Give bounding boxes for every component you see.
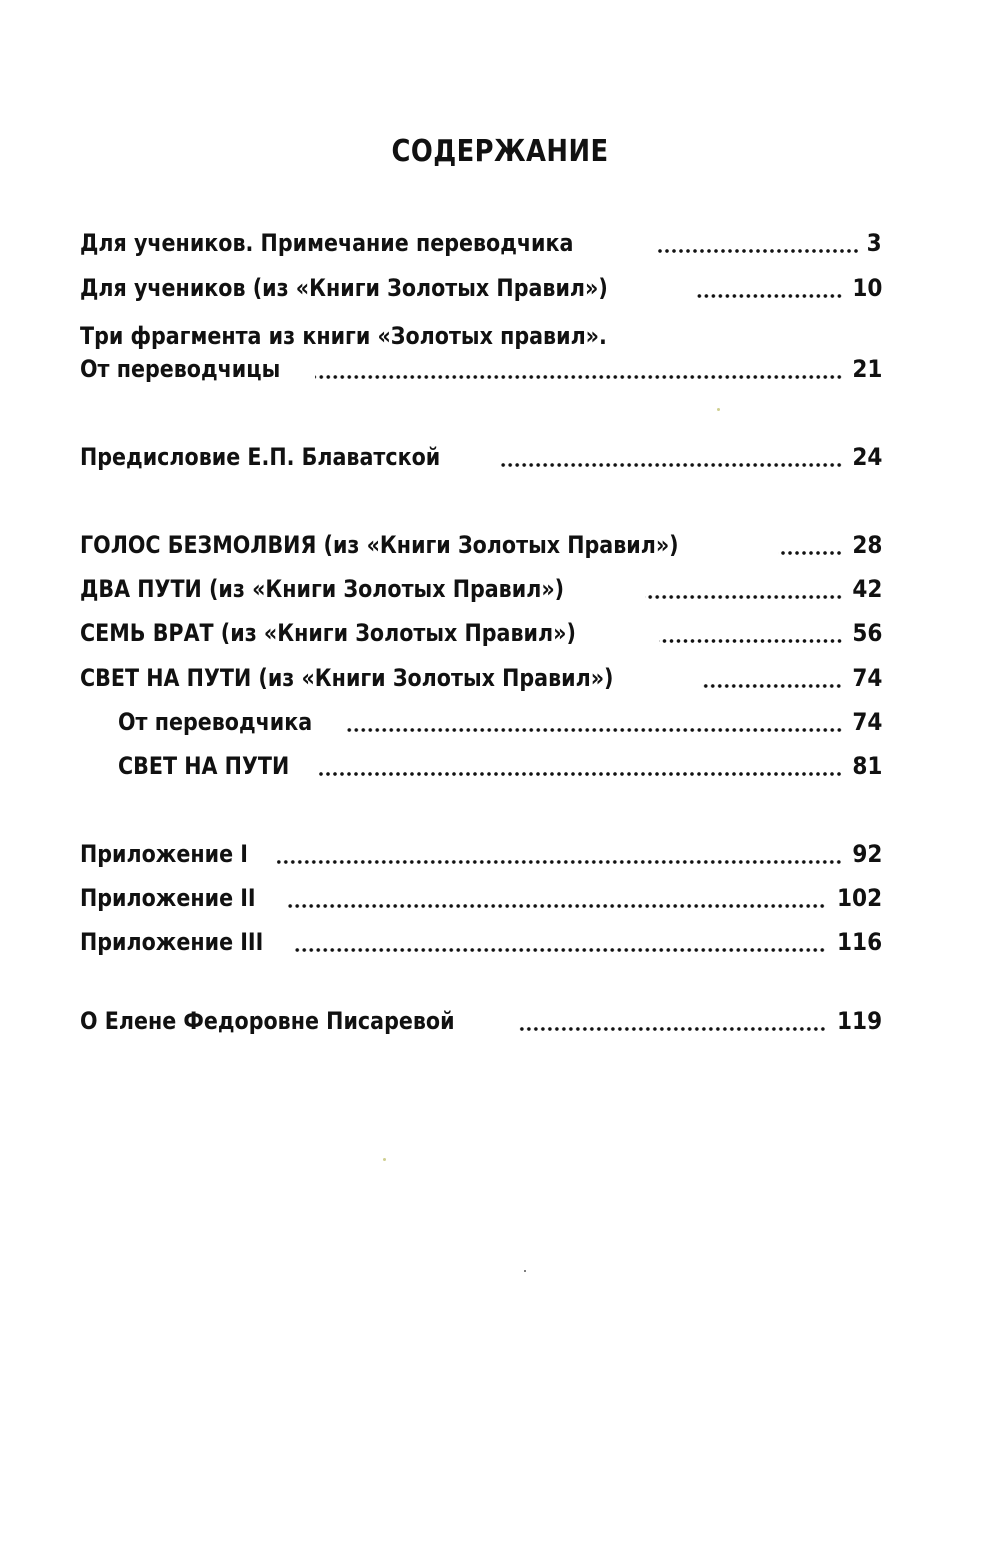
toc-entry[interactable] [80, 226, 882, 260]
dot-leader [702, 683, 842, 689]
toc-entry-page: 24 [851, 443, 882, 471]
toc-entry-page: 81 [851, 752, 882, 780]
toc-entry-page: 10 [851, 274, 882, 302]
toc-entry-page: 56 [851, 619, 882, 647]
toc-entry[interactable] [80, 271, 882, 305]
toc-entry-page: 21 [851, 355, 882, 383]
dot-leader [501, 462, 843, 468]
toc-entry-page: 116 [836, 928, 882, 956]
toc-entry-title: От переводчика [118, 708, 313, 736]
dot-leader [659, 638, 843, 644]
toc-subentry[interactable] [118, 705, 882, 739]
dot-leader [518, 1026, 826, 1032]
toc-entry[interactable] [80, 881, 882, 915]
toc-entry[interactable] [80, 572, 882, 606]
toc-entry-title: Предисловие Е.П. Блаватской [80, 443, 441, 471]
toc-entry-page: 102 [836, 884, 882, 912]
toc-entry-title: СЕМЬ ВРАТ (из «Книги Золотых Правил») [80, 619, 576, 647]
dot-leader [656, 248, 860, 254]
dot-leader [645, 594, 843, 600]
toc-entry-page: 3 [866, 229, 882, 257]
dot-leader [277, 859, 842, 865]
dot-leader [346, 727, 843, 733]
toc-entry[interactable] [80, 837, 882, 871]
toc-entry-title: Приложение II [80, 884, 256, 912]
paper-speck [383, 1158, 386, 1161]
toc-entry[interactable] [80, 352, 882, 386]
toc-entry-title: СВЕТ НА ПУТИ (из «Книги Золотых Правил») [80, 664, 614, 692]
dot-leader [295, 947, 826, 953]
toc-entry[interactable] [80, 616, 882, 650]
toc-entry-title-line1: Три фрагмента из книги «Золотых правил». [80, 322, 607, 350]
dot-leader [778, 550, 843, 556]
paper-speck [717, 408, 720, 411]
toc-subentry[interactable] [118, 749, 882, 783]
toc-entry-title: Для учеников. Примечание переводчика [80, 229, 574, 257]
toc-entry-title: О Елене Федоровне Писаревой [80, 1007, 455, 1035]
toc-entry-page: 74 [851, 708, 882, 736]
toc-entry-title: От переводчицы [80, 355, 281, 383]
toc-entry[interactable] [80, 661, 882, 695]
toc-entry-page: 74 [851, 664, 882, 692]
toc-entry-title: Приложение I [80, 840, 248, 868]
toc-entry[interactable] [80, 1004, 882, 1038]
toc-entry-title: Приложение III [80, 928, 264, 956]
toc-entry-page: 42 [851, 575, 882, 603]
toc-entry[interactable] [80, 925, 882, 959]
dot-leader [696, 293, 843, 299]
dot-leader [319, 771, 843, 777]
toc-entry-title: ДВА ПУТИ (из «Книги Золотых Правил») [80, 575, 565, 603]
page-title: СОДЕРЖАНИЕ [391, 134, 609, 169]
toc-entry-page: 119 [836, 1007, 882, 1035]
toc-entry-title: Для учеников (из «Книги Золотых Правил») [80, 274, 608, 302]
toc-entry-page: 92 [851, 840, 882, 868]
toc-entry[interactable] [80, 440, 882, 474]
paper-speck [524, 1270, 526, 1272]
dot-leader [315, 374, 843, 380]
dot-leader [286, 903, 826, 909]
toc-entry-title: СВЕТ НА ПУТИ [118, 752, 290, 780]
toc-entry-title: ГОЛОС БЕЗМОЛВИЯ (из «Книги Золотых Правил») [80, 531, 679, 559]
toc-entry[interactable] [80, 528, 882, 562]
toc-entry-page: 28 [851, 531, 882, 559]
